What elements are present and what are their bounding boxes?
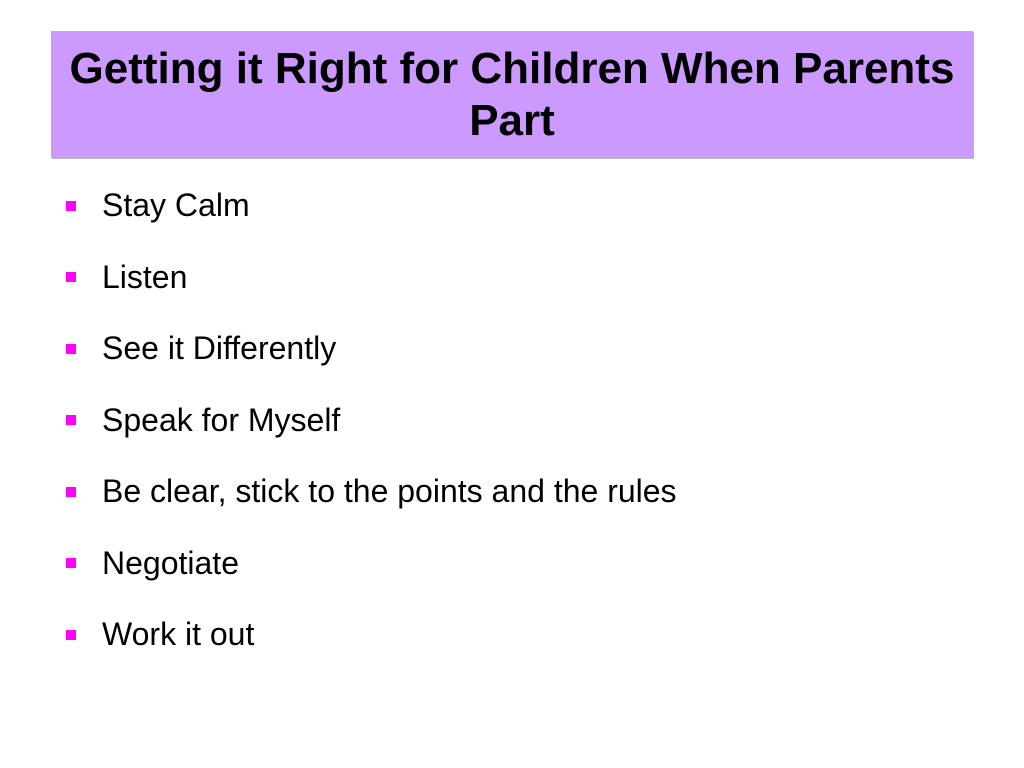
square-bullet-icon	[66, 272, 76, 282]
bullet-item	[64, 468, 677, 515]
bullet-text: Be clear, stick to the points and the rules	[102, 473, 677, 509]
square-bullet-icon	[66, 487, 76, 497]
bullet-item	[64, 540, 677, 587]
bullet-item	[64, 397, 677, 444]
bullet-item	[64, 325, 677, 372]
square-bullet-icon	[66, 344, 76, 354]
bullet-text: Listen	[102, 258, 188, 295]
bullet-text: Stay Calm	[102, 187, 250, 223]
bullet-item	[64, 254, 677, 301]
square-bullet-icon	[66, 558, 76, 568]
bullet-text: Work it out	[102, 616, 255, 652]
square-bullet-icon	[66, 415, 76, 425]
bullet-text: See it Differently	[102, 330, 337, 366]
slide-title: Getting it Right for Children When Parents Part	[69, 43, 955, 145]
square-bullet-icon	[66, 630, 76, 640]
square-bullet-icon	[66, 201, 76, 211]
bullet-list	[64, 182, 677, 683]
bullet-item	[64, 182, 677, 229]
bullet-text: Speak for Myself	[102, 401, 341, 438]
title-banner	[51, 31, 973, 158]
bullet-item	[64, 611, 677, 658]
bullet-text: Negotiate	[102, 544, 239, 581]
